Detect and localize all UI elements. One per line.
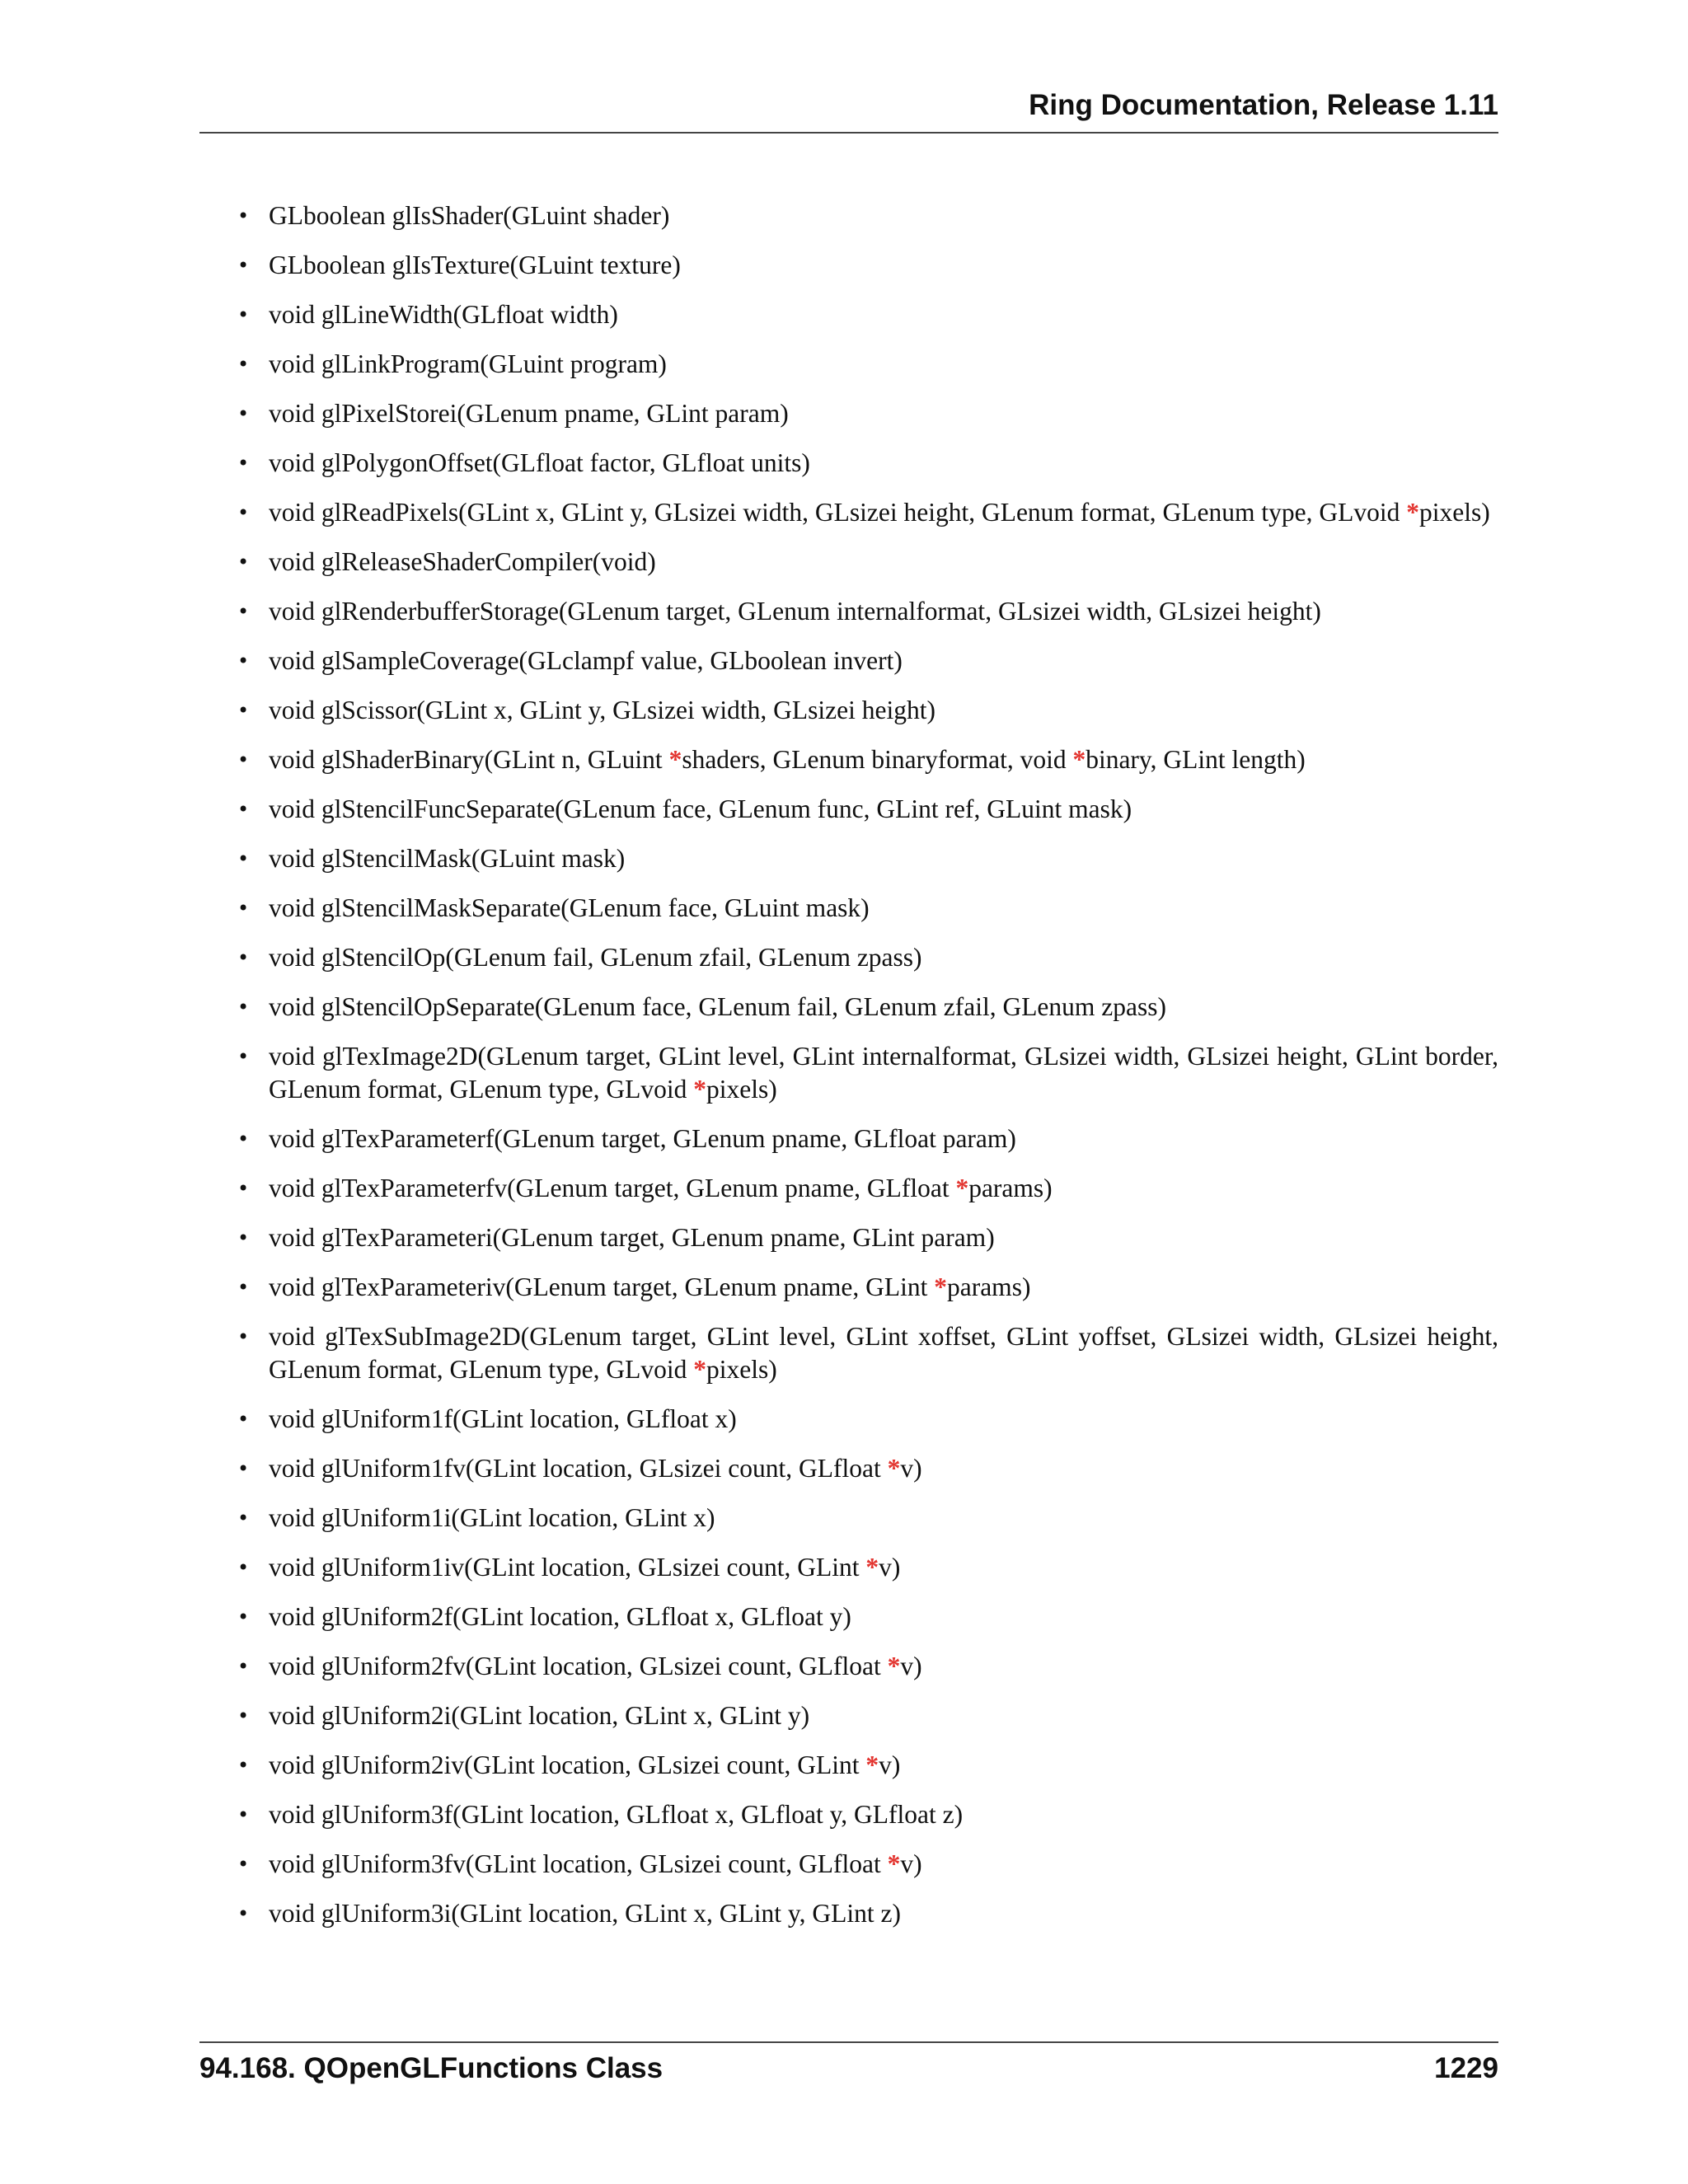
bullet-icon: • bbox=[237, 847, 250, 870]
list-item bbox=[199, 1650, 1498, 1683]
list-item bbox=[199, 644, 1498, 677]
pointer-star: * bbox=[865, 1553, 879, 1582]
signature-text: void glUniform3fv(GLint location, GLsizei count, GLfloat bbox=[269, 1849, 888, 1878]
signature-text: void glPolygonOffset(GLfloat factor, GLfloat units) bbox=[269, 448, 810, 477]
signature-text: void glUniform3f(GLint location, GLfloat x, GLfloat y, GLfloat z) bbox=[269, 1800, 964, 1829]
signature-text: void glShaderBinary(GLint n, GLuint bbox=[269, 745, 669, 774]
signature-text: void glTexSubImage2D(GLenum target, GLint level, GLint xoffset, GLint yoffset, GLsizei width, GLsizei height, GLenum format, GLenum type, GLvoid bbox=[269, 1322, 1498, 1384]
list-item bbox=[199, 991, 1498, 1024]
bullet-icon: • bbox=[237, 748, 250, 771]
bullet-icon: • bbox=[237, 551, 250, 574]
bullet-icon: • bbox=[237, 1655, 250, 1678]
pointer-star: * bbox=[887, 1849, 901, 1878]
list-item bbox=[199, 793, 1498, 826]
signature-text: binary, GLint length) bbox=[1085, 745, 1306, 774]
signature-text: params) bbox=[968, 1174, 1053, 1202]
signature-text: void glTexParameteriv(GLenum target, GLenum pname, GLint bbox=[269, 1272, 935, 1301]
page-header bbox=[199, 89, 1498, 134]
list-item bbox=[199, 1798, 1498, 1831]
bullet-icon: • bbox=[237, 452, 250, 475]
signature-text: void glUniform3i(GLint location, GLint x, GLint y, GLint z) bbox=[269, 1899, 901, 1928]
list-item bbox=[199, 199, 1498, 232]
signature-text: v) bbox=[900, 1454, 922, 1483]
bullet-icon: • bbox=[237, 402, 250, 425]
pointer-star: * bbox=[934, 1272, 947, 1301]
bullet-icon: • bbox=[237, 204, 250, 227]
list-item bbox=[199, 743, 1498, 776]
bullet-icon: • bbox=[237, 353, 250, 376]
signature-text: void glUniform2fv(GLint location, GLsizei count, GLfloat bbox=[269, 1652, 888, 1680]
signature-text: void glTexImage2D(GLenum target, GLint level, GLint internalformat, GLsizei width, GLsizei height, GLint border, GLenum format, GLenum type, GLvoid bbox=[269, 1042, 1498, 1104]
signature-text: pixels) bbox=[706, 1075, 777, 1104]
signature-text: void glTexParameterf(GLenum target, GLenum pname, GLfloat param) bbox=[269, 1124, 1016, 1153]
bullet-icon: • bbox=[237, 1127, 250, 1151]
list-item bbox=[199, 1403, 1498, 1436]
pointer-star: * bbox=[693, 1355, 707, 1384]
list-item bbox=[199, 842, 1498, 875]
signature-text: void glTexParameteri(GLenum target, GLenum pname, GLint param) bbox=[269, 1223, 995, 1252]
list-item bbox=[199, 1271, 1498, 1304]
bullet-icon: • bbox=[237, 1408, 250, 1431]
signature-text: void glSampleCoverage(GLclampf value, GLboolean invert) bbox=[269, 646, 903, 675]
pointer-star: * bbox=[1406, 498, 1419, 527]
list-item bbox=[199, 348, 1498, 381]
bullet-icon: • bbox=[237, 1556, 250, 1579]
signature-text: pixels) bbox=[706, 1355, 777, 1384]
page-footer bbox=[199, 2041, 1498, 2085]
list-item bbox=[199, 1897, 1498, 1930]
document-title: Ring Documentation, Release 1.11 bbox=[1029, 89, 1498, 121]
list-item bbox=[199, 595, 1498, 628]
signature-text: void glUniform2f(GLint location, GLfloat x, GLfloat y) bbox=[269, 1602, 851, 1631]
list-item bbox=[199, 1848, 1498, 1881]
signature-text: void glReadPixels(GLint x, GLint y, GLsizei width, GLsizei height, GLenum format, GLenum type, GLvoid bbox=[269, 498, 1407, 527]
list-item bbox=[199, 249, 1498, 282]
signature-text: void glPixelStorei(GLenum pname, GLint param) bbox=[269, 399, 789, 428]
signature-text: void glLinkProgram(GLuint program) bbox=[269, 349, 667, 378]
bullet-icon: • bbox=[237, 501, 250, 524]
bullet-icon: • bbox=[237, 303, 250, 326]
signature-text: void glStencilFuncSeparate(GLenum face, GLenum func, GLint ref, GLuint mask) bbox=[269, 794, 1132, 823]
list-item bbox=[199, 1320, 1498, 1386]
pointer-star: * bbox=[865, 1750, 879, 1779]
list-item bbox=[199, 1040, 1498, 1106]
signature-text: void glStencilMask(GLuint mask) bbox=[269, 844, 626, 873]
bullet-icon: • bbox=[237, 1226, 250, 1249]
list-item bbox=[199, 298, 1498, 331]
pointer-star: * bbox=[668, 745, 682, 774]
list-item bbox=[199, 1551, 1498, 1584]
signature-text: v) bbox=[879, 1553, 901, 1582]
section-title: 94.168. QOpenGLFunctions Class bbox=[199, 2052, 663, 2084]
list-item bbox=[199, 1699, 1498, 1732]
bullet-icon: • bbox=[237, 1704, 250, 1727]
signature-text: void glUniform1i(GLint location, GLint x) bbox=[269, 1503, 715, 1532]
bullet-icon: • bbox=[237, 649, 250, 673]
signature-text: void glUniform1iv(GLint location, GLsizei count, GLint bbox=[269, 1553, 866, 1582]
list-item bbox=[199, 1122, 1498, 1155]
list-item bbox=[199, 496, 1498, 529]
signature-text: void glStencilMaskSeparate(GLenum face, GLuint mask) bbox=[269, 893, 870, 922]
signature-text: void glUniform2iv(GLint location, GLsizei count, GLint bbox=[269, 1750, 866, 1779]
signature-text: void glScissor(GLint x, GLint y, GLsizei width, GLsizei height) bbox=[269, 696, 935, 724]
bullet-icon: • bbox=[237, 1902, 250, 1925]
pointer-star: * bbox=[693, 1075, 707, 1104]
bullet-icon: • bbox=[237, 254, 250, 277]
list-item bbox=[199, 1601, 1498, 1633]
signature-text: void glUniform1f(GLint location, GLfloat x) bbox=[269, 1404, 737, 1433]
signature-text: void glUniform2i(GLint location, GLint x, GLint y) bbox=[269, 1701, 810, 1730]
signature-text: params) bbox=[946, 1272, 1031, 1301]
bullet-icon: • bbox=[237, 996, 250, 1019]
list-item bbox=[199, 1502, 1498, 1535]
list-item bbox=[199, 1452, 1498, 1485]
signature-text: void glReleaseShaderCompiler(void) bbox=[269, 547, 656, 576]
list-item bbox=[199, 447, 1498, 480]
bullet-icon: • bbox=[237, 1605, 250, 1629]
list-item bbox=[199, 892, 1498, 925]
bullet-icon: • bbox=[237, 1803, 250, 1826]
signature-text: v) bbox=[900, 1849, 922, 1878]
bullet-icon: • bbox=[237, 1325, 250, 1348]
pointer-star: * bbox=[955, 1174, 969, 1202]
signature-text: shaders, GLenum binaryformat, void bbox=[682, 745, 1073, 774]
list-item bbox=[199, 1749, 1498, 1782]
function-signature-list bbox=[199, 199, 1498, 1947]
list-item bbox=[199, 1172, 1498, 1205]
list-item bbox=[199, 546, 1498, 579]
signature-text: void glLineWidth(GLfloat width) bbox=[269, 300, 618, 329]
bullet-icon: • bbox=[237, 1754, 250, 1777]
bullet-icon: • bbox=[237, 798, 250, 821]
signature-text: void glUniform1fv(GLint location, GLsizei count, GLfloat bbox=[269, 1454, 888, 1483]
pointer-star: * bbox=[887, 1652, 901, 1680]
bullet-icon: • bbox=[237, 897, 250, 920]
signature-text: void glRenderbufferStorage(GLenum target, GLenum internalformat, GLsizei width, GLsizei height) bbox=[269, 597, 1321, 626]
signature-text: pixels) bbox=[1418, 498, 1490, 527]
pointer-star: * bbox=[1072, 745, 1086, 774]
signature-text: void glTexParameterfv(GLenum target, GLenum pname, GLfloat bbox=[269, 1174, 956, 1202]
signature-text: v) bbox=[879, 1750, 901, 1779]
list-item bbox=[199, 694, 1498, 727]
signature-text: v) bbox=[900, 1652, 922, 1680]
bullet-icon: • bbox=[237, 600, 250, 623]
pointer-star: * bbox=[887, 1454, 901, 1483]
signature-text: void glStencilOpSeparate(GLenum face, GLenum fail, GLenum zfail, GLenum zpass) bbox=[269, 992, 1167, 1021]
signature-text: void glStencilOp(GLenum fail, GLenum zfail, GLenum zpass) bbox=[269, 943, 922, 972]
bullet-icon: • bbox=[237, 946, 250, 969]
bullet-icon: • bbox=[237, 1276, 250, 1299]
bullet-icon: • bbox=[237, 1177, 250, 1200]
bullet-icon: • bbox=[237, 1507, 250, 1530]
bullet-icon: • bbox=[237, 1457, 250, 1480]
bullet-icon: • bbox=[237, 699, 250, 722]
bullet-icon: • bbox=[237, 1045, 250, 1068]
list-item bbox=[199, 397, 1498, 430]
bullet-icon: • bbox=[237, 1853, 250, 1876]
list-item bbox=[199, 941, 1498, 974]
list-item bbox=[199, 1221, 1498, 1254]
signature-text: GLboolean glIsTexture(GLuint texture) bbox=[269, 251, 681, 279]
signature-text: GLboolean glIsShader(GLuint shader) bbox=[269, 201, 670, 230]
page-number: 1229 bbox=[1434, 2052, 1498, 2084]
